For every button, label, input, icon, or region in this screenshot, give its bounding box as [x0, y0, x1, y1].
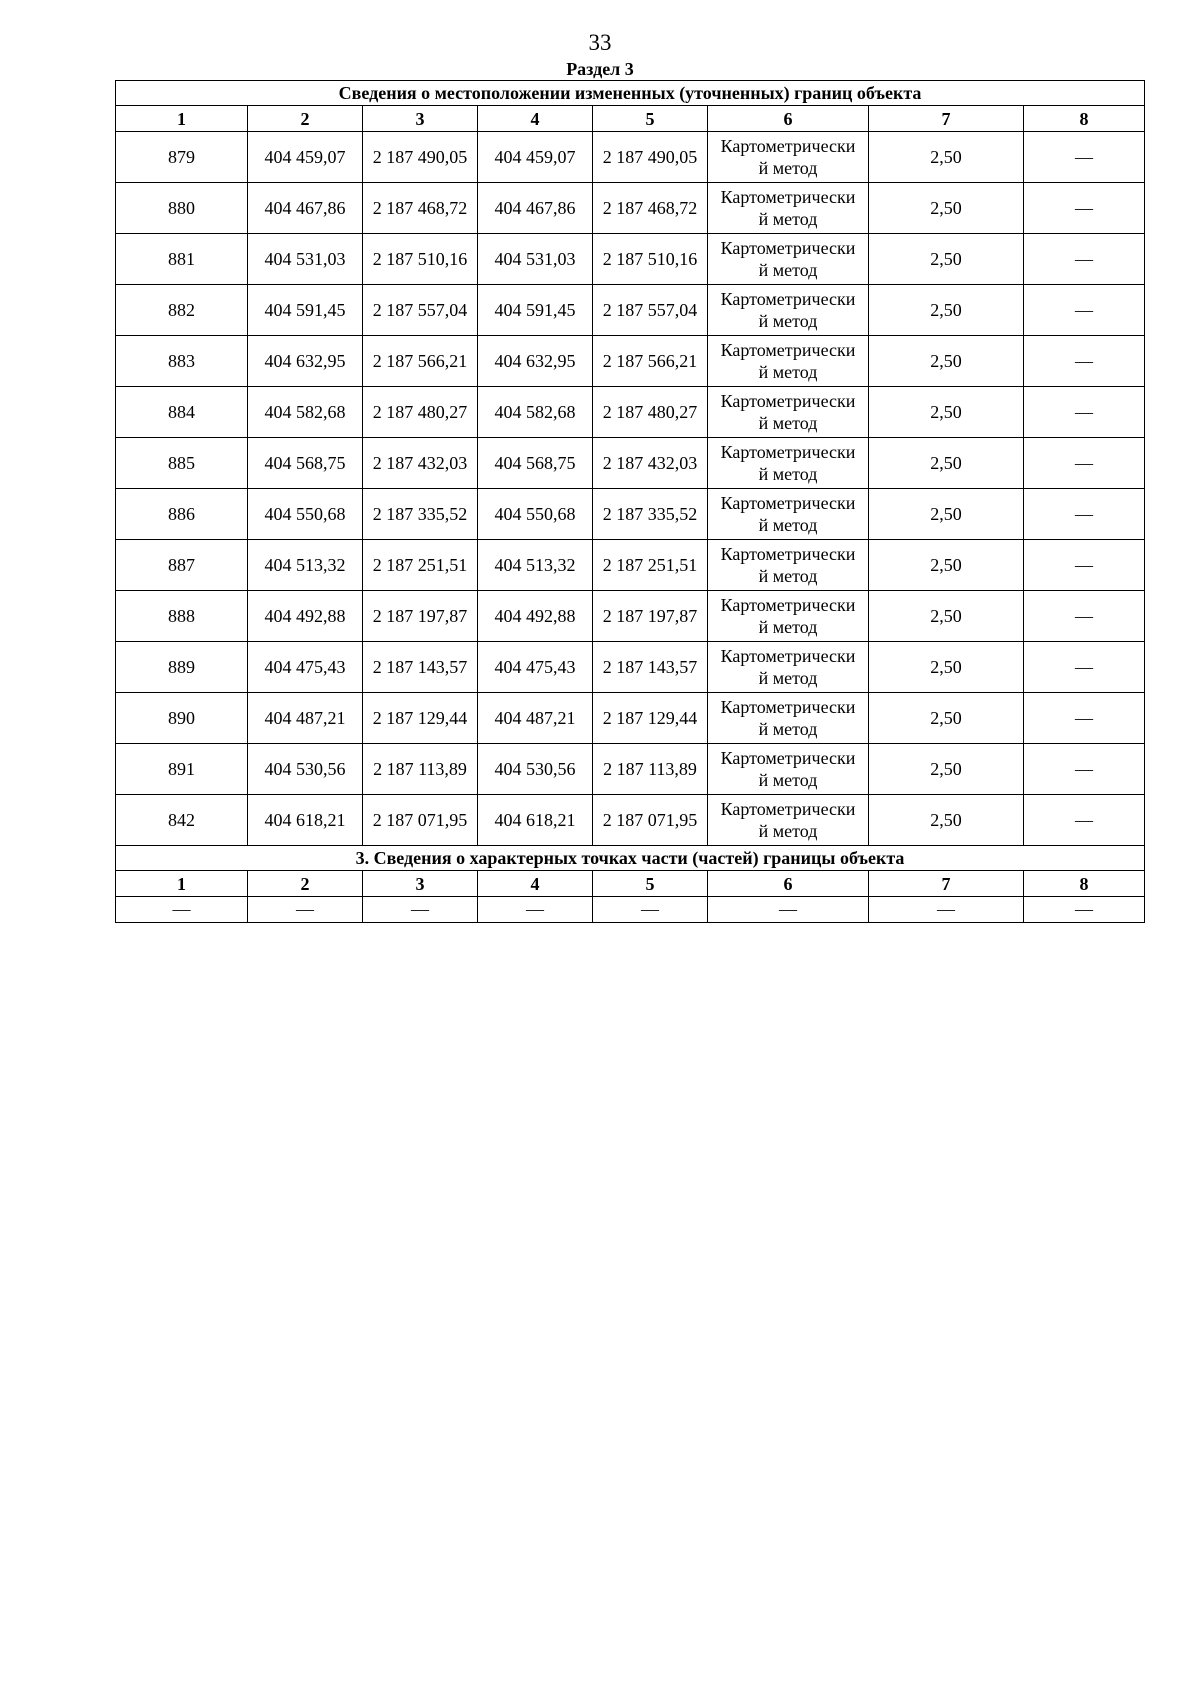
x-refined-cell: 404 459,07 [478, 132, 593, 183]
point-number-cell: 891 [116, 744, 248, 795]
method-text-line: Картометрически [720, 340, 856, 360]
x-refined-cell: 404 475,43 [478, 642, 593, 693]
empty-cell: — [869, 897, 1024, 923]
note-cell: — [1024, 387, 1145, 438]
method-text-line: Картометрически [720, 799, 856, 819]
point-number-cell: 879 [116, 132, 248, 183]
note-cell: — [1024, 744, 1145, 795]
column-number: 2 [248, 871, 363, 897]
y-refined-cell: 2 187 197,87 [593, 591, 708, 642]
note-cell: — [1024, 591, 1145, 642]
column-number: 6 [708, 871, 869, 897]
point-number-cell: 881 [116, 234, 248, 285]
point-number-cell: 888 [116, 591, 248, 642]
y-refined-cell: 2 187 468,72 [593, 183, 708, 234]
section-title: Раздел 3 [566, 59, 634, 79]
method-cell [708, 387, 869, 438]
table-row [116, 540, 1145, 591]
x-refined-cell: 404 550,68 [478, 489, 593, 540]
x-existing-cell: 404 591,45 [248, 285, 363, 336]
y-existing-cell: 2 187 197,87 [363, 591, 478, 642]
column-number: 4 [478, 106, 593, 132]
method-cell [708, 285, 869, 336]
x-existing-cell: 404 530,56 [248, 744, 363, 795]
method-text-line: й метод [758, 260, 818, 280]
table-row [116, 183, 1145, 234]
note-cell: — [1024, 438, 1145, 489]
table-row [116, 438, 1145, 489]
note-cell: — [1024, 693, 1145, 744]
x-refined-cell: 404 568,75 [478, 438, 593, 489]
accuracy-cell: 2,50 [869, 336, 1024, 387]
method-text-line: й метод [758, 464, 818, 484]
empty-cell: — [116, 897, 248, 923]
accuracy-cell: 2,50 [869, 795, 1024, 846]
note-cell: — [1024, 285, 1145, 336]
x-refined-cell: 404 531,03 [478, 234, 593, 285]
x-existing-cell: 404 632,95 [248, 336, 363, 387]
method-text-line: й метод [758, 719, 818, 739]
x-existing-cell: 404 475,43 [248, 642, 363, 693]
column-number: 3 [363, 871, 478, 897]
point-number-cell: 886 [116, 489, 248, 540]
y-existing-cell: 2 187 129,44 [363, 693, 478, 744]
x-existing-cell: 404 492,88 [248, 591, 363, 642]
y-refined-cell: 2 187 335,52 [593, 489, 708, 540]
x-refined-cell: 404 530,56 [478, 744, 593, 795]
y-refined-cell: 2 187 432,03 [593, 438, 708, 489]
method-text-line: Картометрически [720, 748, 856, 768]
method-text-line: й метод [758, 413, 818, 433]
point-number-cell: 889 [116, 642, 248, 693]
column-number: 1 [116, 871, 248, 897]
method-cell [708, 489, 869, 540]
method-text-line: Картометрически [720, 391, 856, 411]
table-caption-row [116, 81, 1145, 106]
x-existing-cell: 404 467,86 [248, 183, 363, 234]
column-number: 8 [1024, 871, 1145, 897]
page-number: 33 [588, 30, 612, 55]
y-existing-cell: 2 187 071,95 [363, 795, 478, 846]
empty-cell: — [708, 897, 869, 923]
table-row [116, 744, 1145, 795]
method-text-line: Картометрически [720, 136, 856, 156]
method-text-line: Картометрически [720, 697, 856, 717]
note-cell: — [1024, 132, 1145, 183]
y-refined-cell: 2 187 129,44 [593, 693, 708, 744]
accuracy-cell: 2,50 [869, 744, 1024, 795]
method-text-line: й метод [758, 617, 818, 637]
table-row [116, 336, 1145, 387]
column-number: 1 [116, 106, 248, 132]
table-row [116, 591, 1145, 642]
y-refined-cell: 2 187 566,21 [593, 336, 708, 387]
x-existing-cell: 404 531,03 [248, 234, 363, 285]
y-existing-cell: 2 187 490,05 [363, 132, 478, 183]
x-refined-cell: 404 487,21 [478, 693, 593, 744]
y-existing-cell: 2 187 468,72 [363, 183, 478, 234]
note-cell: — [1024, 642, 1145, 693]
empty-cell: — [1024, 897, 1145, 923]
point-number-cell: 885 [116, 438, 248, 489]
table-row [116, 489, 1145, 540]
method-text-line: й метод [758, 668, 818, 688]
note-cell: — [1024, 489, 1145, 540]
column-number: 2 [248, 106, 363, 132]
table-row [116, 285, 1145, 336]
y-existing-cell: 2 187 251,51 [363, 540, 478, 591]
parts-caption-row [116, 846, 1145, 871]
method-cell [708, 693, 869, 744]
x-refined-cell: 404 591,45 [478, 285, 593, 336]
point-number-cell: 882 [116, 285, 248, 336]
parts-table-caption: 3. Сведения о характерных точках части (частей) границы объекта [116, 846, 1145, 871]
method-cell [708, 234, 869, 285]
accuracy-cell: 2,50 [869, 132, 1024, 183]
method-text-line: Картометрически [720, 289, 856, 309]
empty-cell: — [248, 897, 363, 923]
column-number: 5 [593, 871, 708, 897]
method-cell [708, 642, 869, 693]
y-refined-cell: 2 187 490,05 [593, 132, 708, 183]
table-caption: Сведения о местоположении измененных (уточненных) границ объекта [116, 81, 1145, 106]
method-cell [708, 336, 869, 387]
column-number: 7 [869, 106, 1024, 132]
method-text-line: Картометрически [720, 595, 856, 615]
method-cell [708, 540, 869, 591]
y-existing-cell: 2 187 432,03 [363, 438, 478, 489]
x-existing-cell: 404 550,68 [248, 489, 363, 540]
x-existing-cell: 404 618,21 [248, 795, 363, 846]
column-number: 6 [708, 106, 869, 132]
column-number: 7 [869, 871, 1024, 897]
empty-cell: — [363, 897, 478, 923]
y-existing-cell: 2 187 143,57 [363, 642, 478, 693]
x-refined-cell: 404 582,68 [478, 387, 593, 438]
x-existing-cell: 404 582,68 [248, 387, 363, 438]
point-number-cell: 880 [116, 183, 248, 234]
y-refined-cell: 2 187 143,57 [593, 642, 708, 693]
accuracy-cell: 2,50 [869, 183, 1024, 234]
table-row [116, 234, 1145, 285]
table-row [116, 795, 1145, 846]
y-existing-cell: 2 187 510,16 [363, 234, 478, 285]
accuracy-cell: 2,50 [869, 591, 1024, 642]
point-number-cell: 842 [116, 795, 248, 846]
x-existing-cell: 404 513,32 [248, 540, 363, 591]
boundary-table [115, 80, 1145, 923]
x-refined-cell: 404 492,88 [478, 591, 593, 642]
method-text-line: й метод [758, 362, 818, 382]
y-existing-cell: 2 187 480,27 [363, 387, 478, 438]
accuracy-cell: 2,50 [869, 642, 1024, 693]
table-row [116, 642, 1145, 693]
method-cell [708, 744, 869, 795]
note-cell: — [1024, 183, 1145, 234]
method-cell [708, 132, 869, 183]
y-existing-cell: 2 187 557,04 [363, 285, 478, 336]
y-existing-cell: 2 187 566,21 [363, 336, 478, 387]
x-existing-cell: 404 459,07 [248, 132, 363, 183]
y-existing-cell: 2 187 335,52 [363, 489, 478, 540]
table-row [116, 132, 1145, 183]
accuracy-cell: 2,50 [869, 693, 1024, 744]
column-number: 5 [593, 106, 708, 132]
point-number-cell: 884 [116, 387, 248, 438]
method-text-line: й метод [758, 311, 818, 331]
note-cell: — [1024, 540, 1145, 591]
y-refined-cell: 2 187 557,04 [593, 285, 708, 336]
method-text-line: й метод [758, 821, 818, 841]
method-text-line: й метод [758, 566, 818, 586]
table-row [116, 387, 1145, 438]
column-number: 3 [363, 106, 478, 132]
method-text-line: Картометрически [720, 544, 856, 564]
accuracy-cell: 2,50 [869, 234, 1024, 285]
point-number-cell: 890 [116, 693, 248, 744]
y-refined-cell: 2 187 071,95 [593, 795, 708, 846]
empty-cell: — [478, 897, 593, 923]
method-cell [708, 183, 869, 234]
method-text-line: й метод [758, 158, 818, 178]
note-cell: — [1024, 336, 1145, 387]
method-text-line: Картометрически [720, 187, 856, 207]
accuracy-cell: 2,50 [869, 489, 1024, 540]
table-row [116, 693, 1145, 744]
empty-cell: — [593, 897, 708, 923]
method-cell [708, 591, 869, 642]
x-refined-cell: 404 467,86 [478, 183, 593, 234]
x-refined-cell: 404 618,21 [478, 795, 593, 846]
column-number: 8 [1024, 106, 1145, 132]
parts-column-numbers-row [116, 871, 1145, 897]
point-number-cell: 887 [116, 540, 248, 591]
y-refined-cell: 2 187 251,51 [593, 540, 708, 591]
method-cell [708, 438, 869, 489]
method-text-line: Картометрически [720, 493, 856, 513]
point-number-cell: 883 [116, 336, 248, 387]
method-text-line: Картометрически [720, 646, 856, 666]
x-existing-cell: 404 487,21 [248, 693, 363, 744]
note-cell: — [1024, 795, 1145, 846]
parts-empty-row [116, 897, 1145, 923]
accuracy-cell: 2,50 [869, 387, 1024, 438]
method-text-line: й метод [758, 515, 818, 535]
y-refined-cell: 2 187 480,27 [593, 387, 708, 438]
column-numbers-row [116, 106, 1145, 132]
y-existing-cell: 2 187 113,89 [363, 744, 478, 795]
note-cell: — [1024, 234, 1145, 285]
accuracy-cell: 2,50 [869, 285, 1024, 336]
x-refined-cell: 404 632,95 [478, 336, 593, 387]
accuracy-cell: 2,50 [869, 438, 1024, 489]
y-refined-cell: 2 187 510,16 [593, 234, 708, 285]
method-cell [708, 795, 869, 846]
method-text-line: й метод [758, 770, 818, 790]
method-text-line: Картометрически [720, 442, 856, 462]
x-existing-cell: 404 568,75 [248, 438, 363, 489]
x-refined-cell: 404 513,32 [478, 540, 593, 591]
y-refined-cell: 2 187 113,89 [593, 744, 708, 795]
method-text-line: й метод [758, 209, 818, 229]
column-number: 4 [478, 871, 593, 897]
method-text-line: Картометрически [720, 238, 856, 258]
accuracy-cell: 2,50 [869, 540, 1024, 591]
